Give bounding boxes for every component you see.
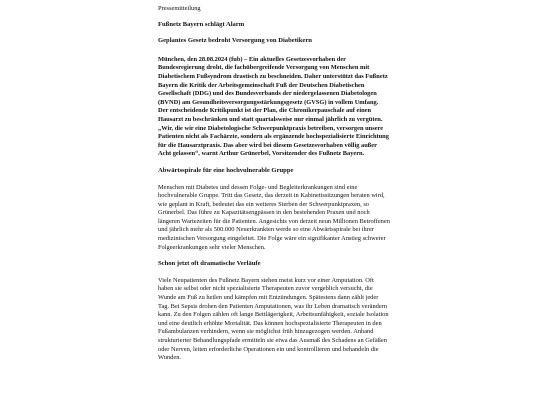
- document-title: Fußnetz Bayern schlägt Alarm: [158, 20, 245, 28]
- lead-paragraph: München, den 28.08.2024 (fub) – Ein aktuelles Gesetzesvorhaben der Bundesregierung droht, die fachübergreifende Versorgung von Menschen mit Diabetischem Fußsyndrom drastisch zu beschneiden. Daher unterstützt das Fußnetz Bayern die Kritik der Arbeitsgemeinschaft Fuß der Deutschen Diabetischen Gesellschaft (DDG) und des Bundesverbands der niedergelassenen Diabetologen (BVND) am Gesundheitsversorgungsstärkungsgesetz (GVSG) in vollem Umfang. Der entscheidende Kritikpunkt ist der Plan, die Chronikerpauschale auf einen Hausarzt zu beschränken und statt quartalsweise nur einmal jährlich zu vergüten. „Wir, die wir eine Diabetologische Schwerpunktpraxis betreiben, versorgen unsere Patienten nicht als Fachärzte, sondern als ergänzende hochspezialisierte Einrichtung für die Hausarztpraxis. Das aber wird bei diesem Gesetzesvorhaben völlig außer Acht gelassen“, warnt Arthur Grünerbel, Vorsitzender des Fußnetz Bayern.: [158, 55, 389, 158]
- document-subtitle: Geplantes Gesetz bedroht Versorgung von Diabetikern: [158, 37, 312, 45]
- press-release: [158, 5, 390, 371]
- section-heading: Schon jetzt oft dramatische Verläufe: [158, 260, 261, 268]
- section-body: Viele Neupatienten des Fußnetz Bayern stehen meist kurz vor einer Amputation. Oft haben sie selbst oder nicht spezialisierte Therapeuten zuvor vergeblich versucht, die Wunde am Fuß zu heilen und kämpfen mit Entzündungen. Spätestens dann zählt jeder Tag. Bei Sepsis drohen den Patienten Amputationen, was ihr Leben dramatisch verändern kann. Zu den Folgen zählen oft lange Bettlägerigkeit, Arbeitsunfähigkeit, soziale Isolation und eine deutlich erhöhte Mortalität. Das können hochspezialisierte Therapeuten in den Fußambulanzen verhindern, wenn sie möglichst früh hinzugezogen werden. Anhand strukturierter Behandlungspfade ermitteln sie etwa das Ausmaß des Schadens an Gefäßen oder Nerven, leiten erforderliche Operationen ein und kontrollieren und behandeln die Wunden.: [158, 276, 389, 362]
- section-body: Menschen mit Diabetes und dessen Folge- und Begleiterkrankungen sind eine hochvulnerable Gruppe. Tritt das Gesetz, das derzeit in Kabinettssitzungen beraten wird, wie geplant in Kraft, bedeutet das ein weiteres Sterben der Schwerpunktpraxen, so Grünerbel. Das führe zu Kapazitätsengpässen in den bestehenden Praxen und noch längeren Wartezeiten für die Patienten. Angesichts von derzeit neun Millionen Betroffenen und jährlich mehr als 500.000 Neuerkrankten werde so eine Abwärtsspirale bei ihrer medizinischen Versorgung eingeleitet. Die Folge wäre ein signifikanter Anstieg schwerer Folgeerkrankungen sehr vieler Menschen.: [158, 183, 390, 251]
- document-kicker: Pressemitteilung: [158, 5, 201, 12]
- section-heading: Abwärtsspirale für eine hochvulnerable Gruppe: [158, 166, 294, 174]
